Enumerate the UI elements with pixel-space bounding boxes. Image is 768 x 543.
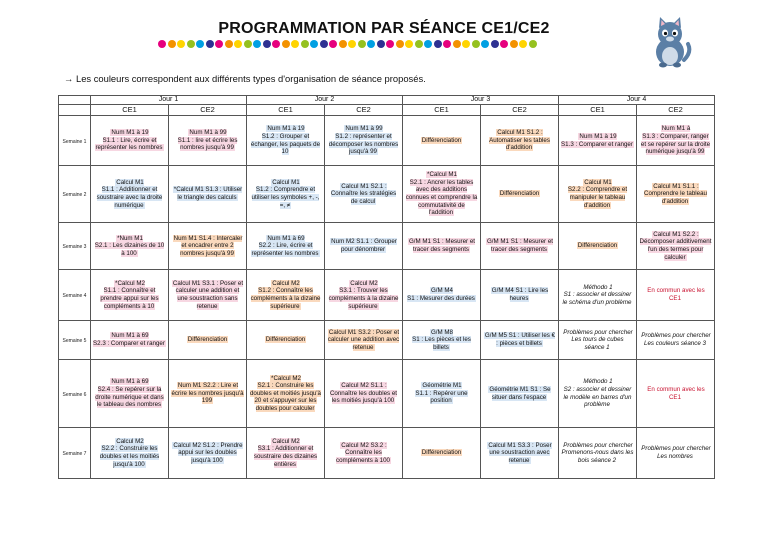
decorative-dot <box>510 40 518 48</box>
week-row <box>59 116 715 166</box>
session-cell <box>91 428 169 479</box>
session-cell <box>325 428 403 479</box>
session-cell <box>247 321 325 360</box>
decorative-dot <box>320 40 328 48</box>
decorative-dot <box>272 40 280 48</box>
level-header-row <box>59 105 715 116</box>
decorative-dot <box>215 40 223 48</box>
session-cell <box>559 166 637 223</box>
decorative-dot <box>253 40 261 48</box>
decorative-dot <box>415 40 423 48</box>
session-cell <box>169 270 247 321</box>
session-text: Calcul M2 S3.1 : Trouver les compléments à la dizaine supérieure <box>328 279 399 310</box>
session-cell <box>637 270 715 321</box>
session-text: Calcul M1 S3.3 : Poser une soustraction avec retenue <box>488 441 552 464</box>
decorative-dot <box>282 40 290 48</box>
session-text: Problèmes pour chercher Les couleurs séance 3 <box>641 332 711 347</box>
session-cell <box>325 116 403 166</box>
session-text: Calcul M1 S3.1 : Poser et calculer une addition et une soustraction sans retenue <box>172 279 244 310</box>
schedule-body <box>59 116 715 479</box>
session-cell <box>403 166 481 223</box>
decorative-dot <box>453 40 461 48</box>
session-cell <box>325 223 403 270</box>
session-cell <box>325 166 403 223</box>
decorative-dot <box>481 40 489 48</box>
session-cell <box>247 223 325 270</box>
session-cell <box>403 270 481 321</box>
decorative-dot <box>168 40 176 48</box>
session-cell <box>247 360 325 428</box>
session-text: Num M2 S1.1 : Grouper pour dénombrer <box>331 238 397 253</box>
session-text: G/M M5 S1 : Utiliser les € : pièces et billets <box>484 332 556 347</box>
session-cell <box>481 428 559 479</box>
decorative-dot <box>339 40 347 48</box>
session-cell <box>637 321 715 360</box>
session-cell <box>481 321 559 360</box>
session-cell <box>559 428 637 479</box>
decorative-dot <box>367 40 375 48</box>
cat-mascot-icon <box>648 16 692 68</box>
decorative-dot <box>491 40 499 48</box>
session-text: En commun avec les CE1 <box>647 385 705 401</box>
week-label: Semaine 2 <box>59 166 91 223</box>
session-text: Num M1 à 69 S2.2 : Lire, écrire et représenter les nombres <box>251 234 319 257</box>
color-legend-note: → Les couleurs correspondent aux différents types d'organisation de séance proposés. <box>64 73 426 84</box>
decorative-dot <box>291 40 299 48</box>
level-header: CE1 <box>403 105 481 116</box>
session-cell <box>403 321 481 360</box>
session-cell <box>559 116 637 166</box>
session-text: Problèmes pour chercher Promenons-nous dans les bois séance 2 <box>561 441 634 464</box>
week-label: Semaine 7 <box>59 428 91 479</box>
decorative-dot <box>529 40 537 48</box>
decorative-dot <box>196 40 204 48</box>
level-header: CE2 <box>481 105 559 116</box>
session-cell <box>247 116 325 166</box>
session-cell <box>481 166 559 223</box>
level-header: CE2 <box>169 105 247 116</box>
session-text: Calcul M2 S2.2 : Construire les doubles et les moitiés jusqu'à 100 <box>99 437 160 468</box>
session-text: Différenciation <box>577 242 618 250</box>
session-cell <box>169 166 247 223</box>
session-text: Calcul M2 S3.2 : Connaître les compléments à 100 <box>336 441 390 464</box>
decorative-dot <box>348 40 356 48</box>
week-label: Semaine 5 <box>59 321 91 360</box>
session-text: Num M1 à 19 S1.3 : Comparer et ranger <box>561 132 633 148</box>
session-text: G/M M4 S1 : Lire les heures <box>491 287 549 302</box>
session-text: Problèmes pour chercher Les nombres <box>641 445 711 460</box>
session-text: *Num M1 S2.1 : Les dizaines de 10 à 100 <box>94 234 165 257</box>
week-row <box>59 321 715 360</box>
decorative-dot <box>358 40 366 48</box>
session-cell <box>637 360 715 428</box>
week-row <box>59 166 715 223</box>
decorative-dot <box>462 40 470 48</box>
session-cell <box>559 321 637 360</box>
session-cell <box>91 223 169 270</box>
week-row <box>59 428 715 479</box>
session-text: Calcul M1 S1.2 : Automatiser les tables d'addition <box>489 129 550 152</box>
session-cell <box>91 321 169 360</box>
session-text: G/M M1 S1 : Mesurer et tracer des segments <box>408 238 476 253</box>
decorative-dot <box>424 40 432 48</box>
session-text: Calcul M1 S2.2 : Comprendre et manipuler le tableau d'addition <box>567 178 628 209</box>
decorative-dot-row <box>158 40 537 50</box>
decorative-dot <box>301 40 309 48</box>
session-text: Géométrie M1 S1.1 : Repérer une position <box>415 382 468 405</box>
session-cell <box>247 428 325 479</box>
session-text: G/M M8 S1 : Les pièces et les billets <box>412 328 471 351</box>
session-cell <box>637 116 715 166</box>
decorative-dot <box>187 40 195 48</box>
session-cell <box>559 270 637 321</box>
session-text: Différenciation <box>499 190 540 198</box>
schedule-table <box>58 95 715 479</box>
page-title: PROGRAMMATION PAR SÉANCE CE1/CE2 <box>218 20 550 37</box>
session-cell <box>481 360 559 428</box>
corner-cell <box>59 105 91 116</box>
session-text: Calcul M2 S1.2 : Prendre appui sur les doubles jusqu'à 100 <box>173 441 243 464</box>
session-text: Calcul M2 S1.1 : Connaître les doubles et les moitiés jusqu'à 100 <box>329 382 398 405</box>
decorative-dot <box>472 40 480 48</box>
session-text: Num M1 à 99 S1.1 : lire et écrire les nombres jusqu'à 99 <box>177 129 238 152</box>
session-text: Num M1 à 99 S1.2 : représenter et décomposer les nombres jusqu'à 99 <box>328 125 399 156</box>
session-text: Calcul M2 S1.2 : Connaître les compléments à la dizaine supérieure <box>250 279 321 310</box>
session-text: Num M1 à 69 S2.4 : Se repérer sur la droite numérique et dans le tableau des nombres <box>95 378 164 409</box>
session-text: Calcul M2 S3.1 : Additionner et soustraire des dizaines entières <box>253 437 318 468</box>
session-cell <box>325 270 403 321</box>
day-header: Jour 2 <box>247 96 403 105</box>
week-row <box>59 223 715 270</box>
session-text: Calcul M1 S2.1 : Connaître les stratégies de calcul <box>330 182 397 205</box>
session-cell <box>403 223 481 270</box>
session-text: Num M1 S2.2 : Lire et écrire les nombres jusqu'à 199 <box>171 382 244 405</box>
session-text: *Calcul M2 S2.1 : Construire les doubles et moitiés jusqu'à 20 et s'appuyer sur les doubles pour calculer <box>249 374 321 412</box>
session-cell <box>91 116 169 166</box>
session-text: Méthodo 1 S2 : associer et dessiner le modèle en barres d'un problème <box>563 378 632 409</box>
week-row <box>59 270 715 321</box>
session-cell <box>325 360 403 428</box>
level-header: CE1 <box>247 105 325 116</box>
session-cell <box>91 270 169 321</box>
session-cell <box>637 428 715 479</box>
session-cell <box>559 360 637 428</box>
decorative-dot <box>310 40 318 48</box>
session-cell <box>637 166 715 223</box>
session-cell <box>91 360 169 428</box>
session-text: Num M1 à 69 S2.3 : Comparer et ranger <box>93 332 165 347</box>
session-text: G/M M1 S1 : Mesurer et tracer des segments <box>486 238 554 253</box>
session-text: Num M1 à S1.3 : Comparer, ranger et se repérer sur la droite numérique jusqu'à 99 <box>640 125 711 156</box>
session-text: Différenciation <box>421 136 462 144</box>
session-text: Calcul M1 S3.2 : Poser et calculer une addition avec retenue <box>327 328 400 351</box>
session-text: Problèmes pour chercher Les tours de cubes séance 1 <box>563 328 633 351</box>
session-text: Num M1 S1.4 : Intercaler et encadrer entre 2 nombres jusqu'à 99 <box>173 234 243 257</box>
level-header: CE1 <box>91 105 169 116</box>
session-cell <box>247 166 325 223</box>
week-label: Semaine 1 <box>59 116 91 166</box>
level-header: CE1 <box>559 105 637 116</box>
day-header: Jour 3 <box>403 96 559 105</box>
decorative-dot <box>234 40 242 48</box>
session-text: En commun avec les CE1 <box>647 287 705 302</box>
session-text: Méthodo 1 S1 : associer et dessiner le schéma d'un problème <box>562 283 632 306</box>
session-cell <box>169 321 247 360</box>
session-text: *Calcul M1 S1.3 : Utiliser le triangle des calculs <box>173 186 243 201</box>
session-text: Différenciation <box>265 336 306 344</box>
session-cell <box>481 116 559 166</box>
decorative-dot <box>434 40 442 48</box>
session-text: Num M1 à 19 S1.2 : Grouper et échanger, les paquets de 10 <box>250 125 321 156</box>
session-cell <box>481 223 559 270</box>
decorative-dot <box>443 40 451 48</box>
session-cell <box>481 270 559 321</box>
week-label: Semaine 3 <box>59 223 91 270</box>
decorative-dot <box>329 40 337 48</box>
session-text: Num M1 à 19 S1.1 : Lire, écrire et représenter les nombres <box>95 129 163 152</box>
session-text: Différenciation <box>421 449 462 457</box>
level-header: CE2 <box>637 105 715 116</box>
decorative-dot <box>377 40 385 48</box>
session-text: *Calcul M2 S1.1 : Connaître et prendre appui sur les compléments à 10 <box>100 279 159 310</box>
decorative-dot <box>500 40 508 48</box>
session-cell <box>403 428 481 479</box>
session-text: Calcul M1 S1.2 : Comprendre et utiliser les symboles +, -, =, ≠ <box>251 178 320 209</box>
day-header-row <box>59 96 715 105</box>
week-label: Semaine 6 <box>59 360 91 428</box>
session-text: G/M M4 S1 : Mesurer des durées <box>407 287 475 302</box>
day-header: Jour 1 <box>91 96 247 105</box>
decorative-dot <box>225 40 233 48</box>
session-text: Géométrie M1 S1 : Se situer dans l'espace <box>489 385 551 401</box>
decorative-dot <box>244 40 252 48</box>
decorative-dot <box>206 40 214 48</box>
decorative-dot <box>396 40 404 48</box>
decorative-dot <box>405 40 413 48</box>
session-cell <box>637 223 715 270</box>
session-cell <box>403 360 481 428</box>
session-cell <box>325 321 403 360</box>
session-text: *Calcul M1 S2.1 : Ancrer les tables avec des additions connues et comprendre la commutativité de l'addition <box>405 171 478 217</box>
session-text: Calcul M1 S2.2 : Décomposer additivement l'un des termes pour calculer <box>639 230 712 261</box>
session-cell <box>169 223 247 270</box>
level-header: CE2 <box>325 105 403 116</box>
session-cell <box>91 166 169 223</box>
session-cell <box>169 116 247 166</box>
decorative-dot <box>158 40 166 48</box>
session-cell <box>169 428 247 479</box>
day-header: Jour 4 <box>559 96 715 105</box>
session-cell <box>559 223 637 270</box>
session-text: Calcul M1 S1.1 : Additionner et soustraire avec la droite numérique <box>96 178 163 209</box>
decorative-dot <box>263 40 271 48</box>
session-cell <box>403 116 481 166</box>
corner-cell <box>59 96 91 105</box>
session-text: Différenciation <box>187 336 228 344</box>
decorative-dot <box>386 40 394 48</box>
session-text: Calcul M1 S1.1 : Comprendre le tableau d'addition <box>644 182 707 205</box>
week-row <box>59 360 715 428</box>
session-cell <box>169 360 247 428</box>
week-label: Semaine 4 <box>59 270 91 321</box>
decorative-dot <box>177 40 185 48</box>
session-cell <box>247 270 325 321</box>
decorative-dot <box>519 40 527 48</box>
